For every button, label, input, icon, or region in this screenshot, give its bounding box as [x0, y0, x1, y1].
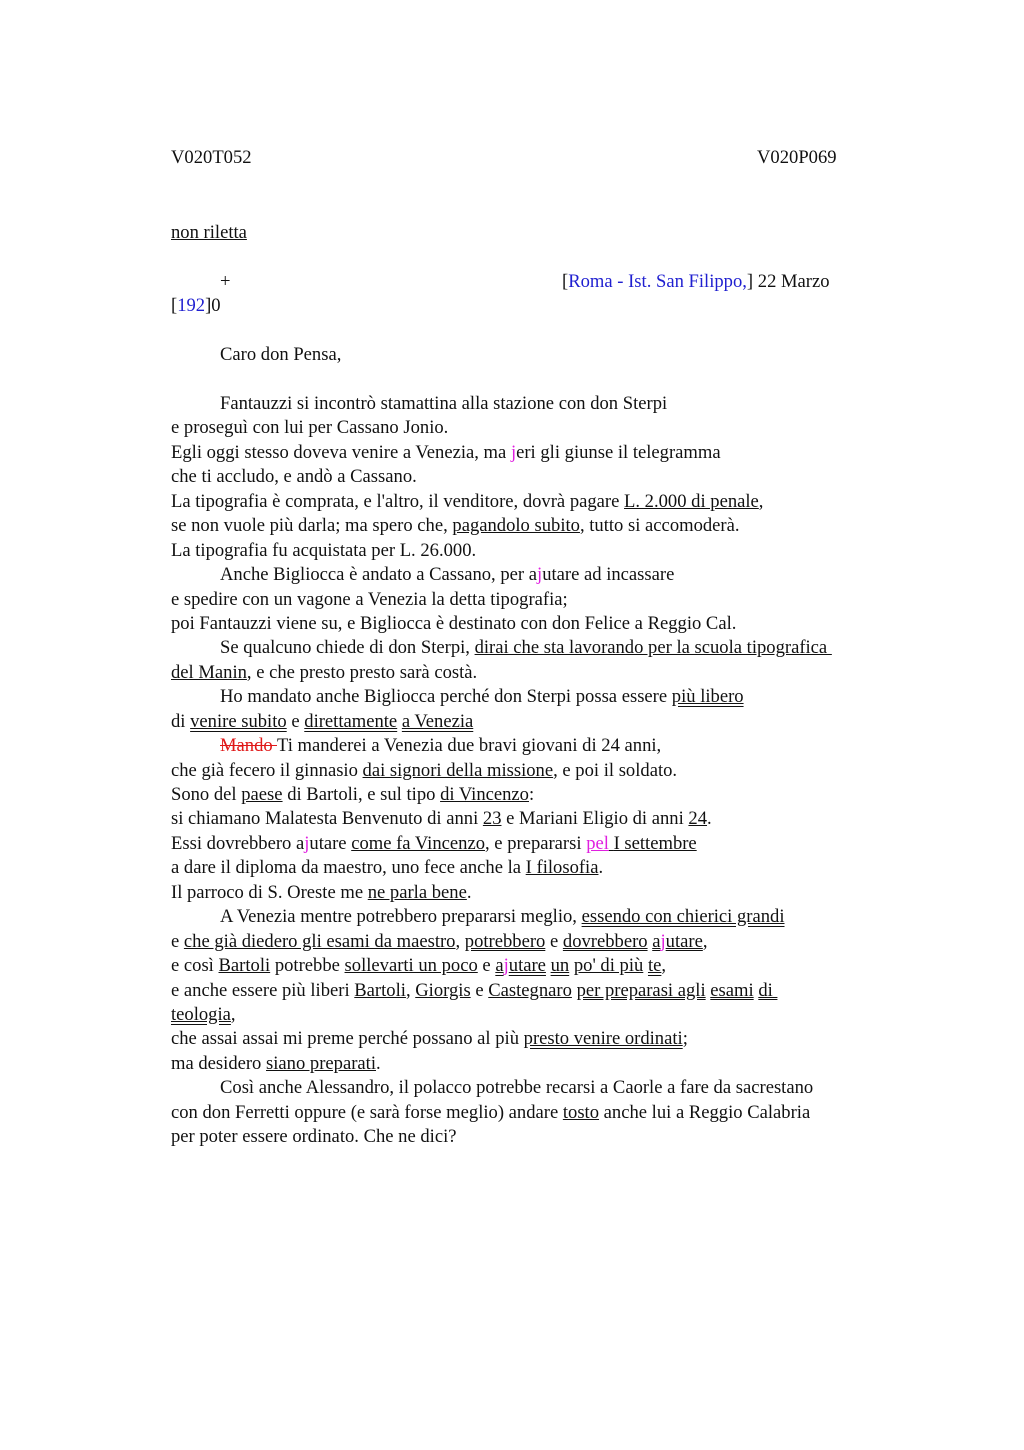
text-span: ,	[405, 979, 416, 1001]
cross-symbol: +	[220, 271, 231, 292]
text-span: di Bartoli, e sul tipo	[282, 784, 441, 805]
double-underlined-text: utare	[665, 930, 703, 952]
dateline	[562, 271, 830, 293]
status-note: non riletta	[171, 222, 247, 243]
text-span: Ti manderei a Venezia due bravi giovani di 24 anni,	[277, 735, 662, 757]
letter-line: poi Fantauzzi viene su, e Bigliocca è destinato con don Felice a Reggio Cal.	[171, 612, 737, 634]
double-underlined-text: a Venezia	[401, 710, 474, 732]
double-underlined-text: a	[495, 955, 504, 977]
text-span: ,	[230, 1003, 236, 1025]
letter-line	[171, 930, 931, 954]
text-span: utare	[309, 832, 352, 854]
double-underlined-text: esami	[710, 979, 754, 1001]
letter-line: La tipografia fu acquistata per L. 26.000.	[171, 539, 477, 561]
letter-line	[171, 954, 931, 978]
underlined-text: Bartoli	[354, 979, 406, 1001]
text-span: eri gli giunse il telegramma	[516, 441, 721, 463]
text-span: potrebbe	[270, 955, 345, 977]
double-underlined-text: per preparasi agli	[576, 979, 706, 1001]
text-span: Sono del	[171, 784, 242, 805]
underlined-text: pagandolo subito	[452, 515, 580, 537]
year-end: 0	[211, 295, 221, 316]
underlined-text: I filosofia	[525, 857, 599, 879]
text-span: .	[598, 857, 604, 879]
text-span: si chiamano Malatesta Benvenuto di anni	[171, 808, 483, 830]
double-underlined-text: potrebbero	[464, 930, 546, 952]
text-span: :	[528, 784, 535, 805]
letter-line: e spedire con un vagone a Venezia la detta tipografia;	[171, 588, 568, 610]
text-span: La tipografia è comprata, e l'altro, il venditore, dovrà pagare	[171, 490, 625, 512]
text-span: anche lui a Reggio Calabria	[599, 1101, 811, 1123]
underlined-text: 24	[688, 808, 708, 830]
double-underlined-text: direttamente	[304, 710, 398, 732]
underlined-text: del Manin	[171, 661, 247, 683]
document-code-left: V020T052	[171, 147, 252, 168]
double-underlined-text: più libero	[671, 686, 744, 708]
letter-line	[171, 856, 931, 880]
dateline-year	[171, 295, 221, 317]
text-span: e così	[171, 955, 219, 977]
letter-line	[171, 759, 931, 783]
letter-line	[171, 514, 931, 538]
letter-line	[171, 685, 931, 709]
text-span: e	[171, 930, 184, 952]
letter-line	[171, 979, 931, 1003]
letter-line	[171, 832, 931, 856]
underlined-text: dirai che sta lavorando per la scuola tipografica	[474, 637, 832, 659]
editorial-word: pel	[586, 832, 609, 854]
underlined-text: po' di più	[573, 955, 644, 977]
text-span: e	[477, 955, 496, 977]
text-span: Il parroco di S. Oreste me	[171, 881, 368, 903]
text-span: Egli oggi stesso doveva venire a Venezia, ma	[171, 441, 511, 463]
underlined-text: dai signori della missione	[362, 759, 554, 781]
double-underlined-text: di	[758, 979, 778, 1001]
underlined-text: che già diedero gli esami da maestro	[183, 930, 456, 952]
text-span: .	[466, 881, 472, 903]
letter-line: che ti accludo, e andò a Cassano.	[171, 466, 417, 488]
letter-line	[171, 563, 931, 587]
double-underlined-text: venire subito	[190, 710, 287, 732]
letter-line: e proseguì con lui per Cassano Jonio.	[171, 417, 449, 439]
underlined-text: L. 2.000 di penale	[624, 490, 759, 512]
text-span: ;	[682, 1028, 688, 1050]
double-underlined-text: un	[550, 955, 570, 977]
text-span: a dare il diploma da maestro, uno fece anche la	[171, 857, 526, 879]
double-underlined-text: te	[647, 955, 662, 977]
letter-line: per poter essere ordinato. Che ne dici?	[171, 1126, 457, 1148]
salutation: Caro don Pensa,	[220, 344, 342, 365]
letter-line	[171, 905, 931, 929]
deleted-word: Mando	[220, 735, 277, 757]
underlined-text: di Vincenzo	[440, 784, 529, 805]
underlined-text: Bartoli	[218, 955, 271, 977]
letter-line	[171, 881, 931, 905]
text-span: utare ad incassare	[542, 564, 675, 586]
underlined-text: sollevarti un poco	[344, 955, 478, 977]
text-span: .	[375, 1052, 381, 1074]
double-underlined-text: dovrebbero	[562, 930, 648, 952]
underlined-text: siano preparati	[266, 1052, 376, 1074]
underlined-text: paese	[241, 784, 283, 805]
text-span: ,	[661, 955, 667, 977]
letter-line: Così anche Alessandro, il polacco potrebbe recarsi a Caorle a fare da sacrestano	[220, 1077, 814, 1099]
text-span: e Mariani Eligio di anni	[501, 808, 689, 830]
year-bracket-close: ]	[205, 295, 212, 316]
text-span: ,	[758, 490, 764, 512]
text-span: e	[470, 979, 489, 1001]
underlined-text: Castegnaro	[488, 979, 572, 1001]
text-span: , e che presto presto sarà costà.	[246, 661, 478, 683]
letter-line	[171, 1003, 931, 1027]
bracket-close: ]	[746, 271, 754, 292]
letter-line	[171, 783, 931, 807]
text-span: .	[707, 808, 712, 830]
double-underlined-text: a	[652, 930, 661, 952]
dateline-date: 22 Marzo	[753, 271, 830, 292]
letter-line	[171, 710, 931, 734]
underlined-text: I settembre	[613, 832, 697, 854]
letter-line: Fantauzzi si incontrò stamattina alla stazione con don Sterpi	[220, 393, 668, 414]
text-span: e anche essere più liberi	[171, 979, 355, 1001]
text-span: Se qualcuno chiede di don Sterpi,	[220, 637, 475, 659]
double-underlined-text: presto venire ordinati	[523, 1028, 683, 1050]
letter-line	[171, 1027, 931, 1051]
underlined-text: Giorgis	[415, 979, 471, 1001]
text-span: A Venezia mentre potrebbero prepararsi meglio,	[220, 906, 582, 928]
editorial-letter: j	[510, 441, 517, 463]
double-underlined-text: utare	[508, 955, 546, 977]
text-span: Ho mandato anche Bigliocca perché don Sterpi possa essere	[220, 686, 672, 708]
underlined-text: tosto	[562, 1101, 600, 1123]
text-span: e	[286, 710, 305, 732]
double-underlined-text: teologia	[171, 1003, 231, 1025]
underlined-text: come fa Vincenzo	[351, 832, 485, 854]
letter-line	[171, 490, 931, 514]
editorial-letter: j	[537, 564, 543, 586]
editorial-letter: j	[660, 930, 666, 952]
year-bracket-open: [	[171, 295, 178, 316]
text-span: ma desidero	[171, 1052, 267, 1074]
letter-line	[171, 1101, 931, 1125]
dateline-place: Roma - Ist. San Filippo,	[568, 271, 747, 292]
text-span: Anche Bigliocca è andato a Cassano, per a	[220, 564, 538, 586]
text-span: , e prepararsi	[485, 832, 587, 854]
underlined-text: ne parla bene	[367, 881, 467, 903]
text-span: che assai assai mi preme perché possano al più	[171, 1028, 524, 1050]
letter-body	[171, 392, 931, 1150]
text-span: , tutto si accomoderà.	[579, 515, 740, 537]
text-span: ,	[455, 930, 465, 952]
document-code-right: V020P069	[757, 147, 837, 168]
text-span: e	[545, 930, 563, 952]
text-span: con don Ferretti oppure (e sarà forse meglio) andare	[171, 1101, 563, 1123]
text-span: Essi dovrebbero a	[171, 832, 305, 854]
letter-line	[171, 636, 931, 660]
editorial-letter: j	[503, 955, 509, 977]
letter-line	[171, 807, 931, 831]
underlined-text: 23	[482, 808, 502, 830]
letter-line	[171, 441, 931, 465]
text-span: di	[171, 710, 191, 732]
double-underlined-text: essendo con chierici grandi	[581, 906, 785, 928]
text-span: ,	[702, 930, 708, 952]
editorial-letter: j	[304, 832, 310, 854]
letter-line	[171, 661, 931, 685]
text-span: se non vuole più darla; ma spero che,	[171, 515, 453, 537]
text-span: , e poi il soldato.	[553, 759, 678, 781]
letter-line	[171, 734, 931, 758]
letter-line	[171, 1052, 931, 1076]
year-editorial: 192	[177, 295, 206, 316]
bracket-open: [	[562, 271, 569, 292]
text-span: che già fecero il ginnasio	[171, 759, 363, 781]
